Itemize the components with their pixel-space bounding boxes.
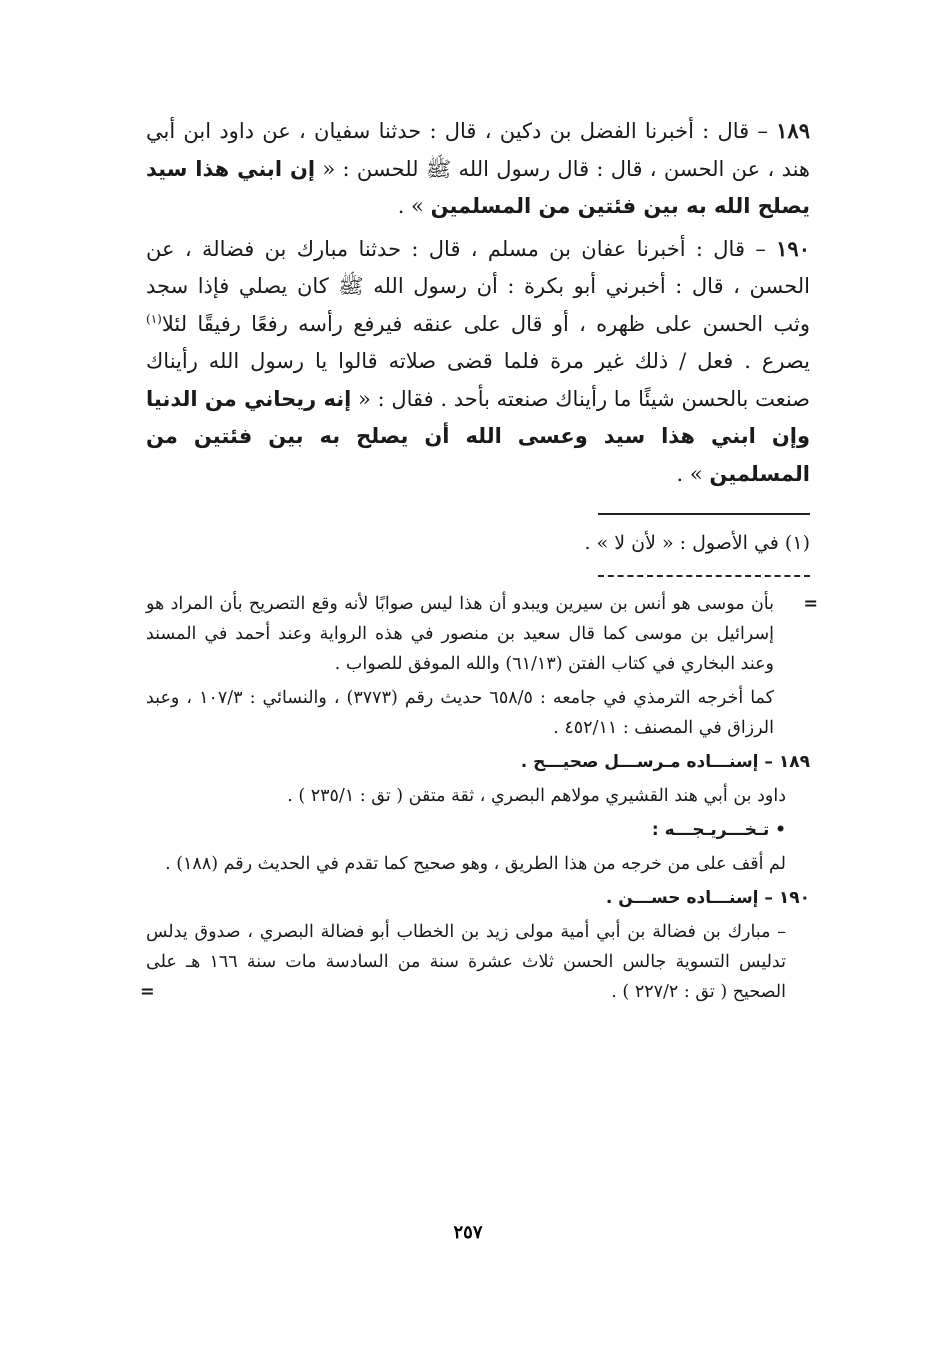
hadith-189 [146,112,810,226]
hadith-number: ١٨٩ [776,118,810,143]
hadith-190 [146,230,810,494]
continuation-mark: = [803,594,818,614]
main-text [146,112,810,493]
continuation-mark-end: = [140,982,155,1002]
takhrij-previous: كما أخرجه الترمذي في جامعه : ٦٥٨/٥ حديث رقم (٣٧٧٣) ، والنسائي : ١٠٧/٣ ، وعبد الرزاق في المصنف : ٤٥٢/١١ . [146,688,774,738]
commentary [140,589,818,1007]
page-number: ٢٥٧ [453,1222,483,1242]
hadith-text-end: » . [397,194,431,218]
hadith-text-end: » . [676,461,710,486]
takhrij-189: لم أقف على من خرجه من هذا الطريق ، وهو صحيح كما تقدم في الحديث رقم (١٨٨) . [165,854,786,874]
rawi-text: – مبارك بن فضالة بن أبي أمية مولى زيد بن الخطاب أبو فضالة البصري ، صدوق يدلس تدليس التسوية جالس الحسن ثلاث عشرة سنة من السادسة مات سنة ١٦٦ هـ على الصحيح ( تق : ٢٢٧/٢ ) . [146,922,786,1002]
isnad-heading-189: ١٨٩ – إسنـــاده مـرســـل صحيـــح . [520,752,810,772]
footnote-1: (١) في الأصول : « لأن لا » . [584,532,810,554]
rawi-189: داود بن أبي هند القشيري مولاهم البصري ، ثقة متقن ( تق : ٢٣٥/١ ) . [287,786,786,806]
notes-divider [598,575,810,577]
hadith-text-cont: يصرع . فعل / ذلك غير مرة فلما قضى صلاته قالوا يا رسول الله رأيناك صنعت بالحسن شيئًا ما رأيناك صنعته بأحد . فقال : « [146,349,810,411]
hadith-text: – قال : أخبرنا عفان بن مسلم ، قال : حدثنا مبارك بن فضالة ، عن الحسن ، قال : أخبرني أبو بكرة : أن رسول الله ﷺ كان يصلي فإذا سجد وثب الحسن على ظهره ، أو قال على عنقه فيرفع رأسه رفعًا رفيقًا لئلا [146,236,810,336]
note-continuation [146,589,818,679]
footnote-divider [598,513,810,515]
hadith-matn-bold: إن ابني هذا سيد يصلح الله به بين فئتين من المسلمين [146,156,810,218]
takhrij-heading: • تـخـــريـجـــه : [651,820,786,840]
isnad-heading-190: ١٩٠ – إسنـــاده حســـن . [605,888,810,908]
hadith-number: ١٩٠ [776,235,810,261]
hadith-matn-bold: إنه ريحاني من الدنيا وإن ابني هذا سيد وعسى الله أن يصلح به بين فئتين من المسلمين [146,386,810,486]
footnote-ref: (١) [146,311,162,326]
hadith-text: – قال : أخبرنا الفضل بن دكين ، قال : حدثنا سفيان ، عن داود ابن أبي هند ، عن الحسن ، قال : قال رسول الله ﷺ للحسن : « [146,119,811,181]
rawi-190 [140,917,810,1007]
note-text: بأن موسى هو أنس بن سيرين ويبدو أن هذا ليس صوابًا لأنه وقع التصريح بأن المراد هو إسرائيل بن موسى كما قال سعيد بن منصور في هذه الرواية وعند أحمد في المسند وعند البخاري في كتاب الفتن (٦١/١٣) والله الموفق للصواب . [146,594,774,674]
